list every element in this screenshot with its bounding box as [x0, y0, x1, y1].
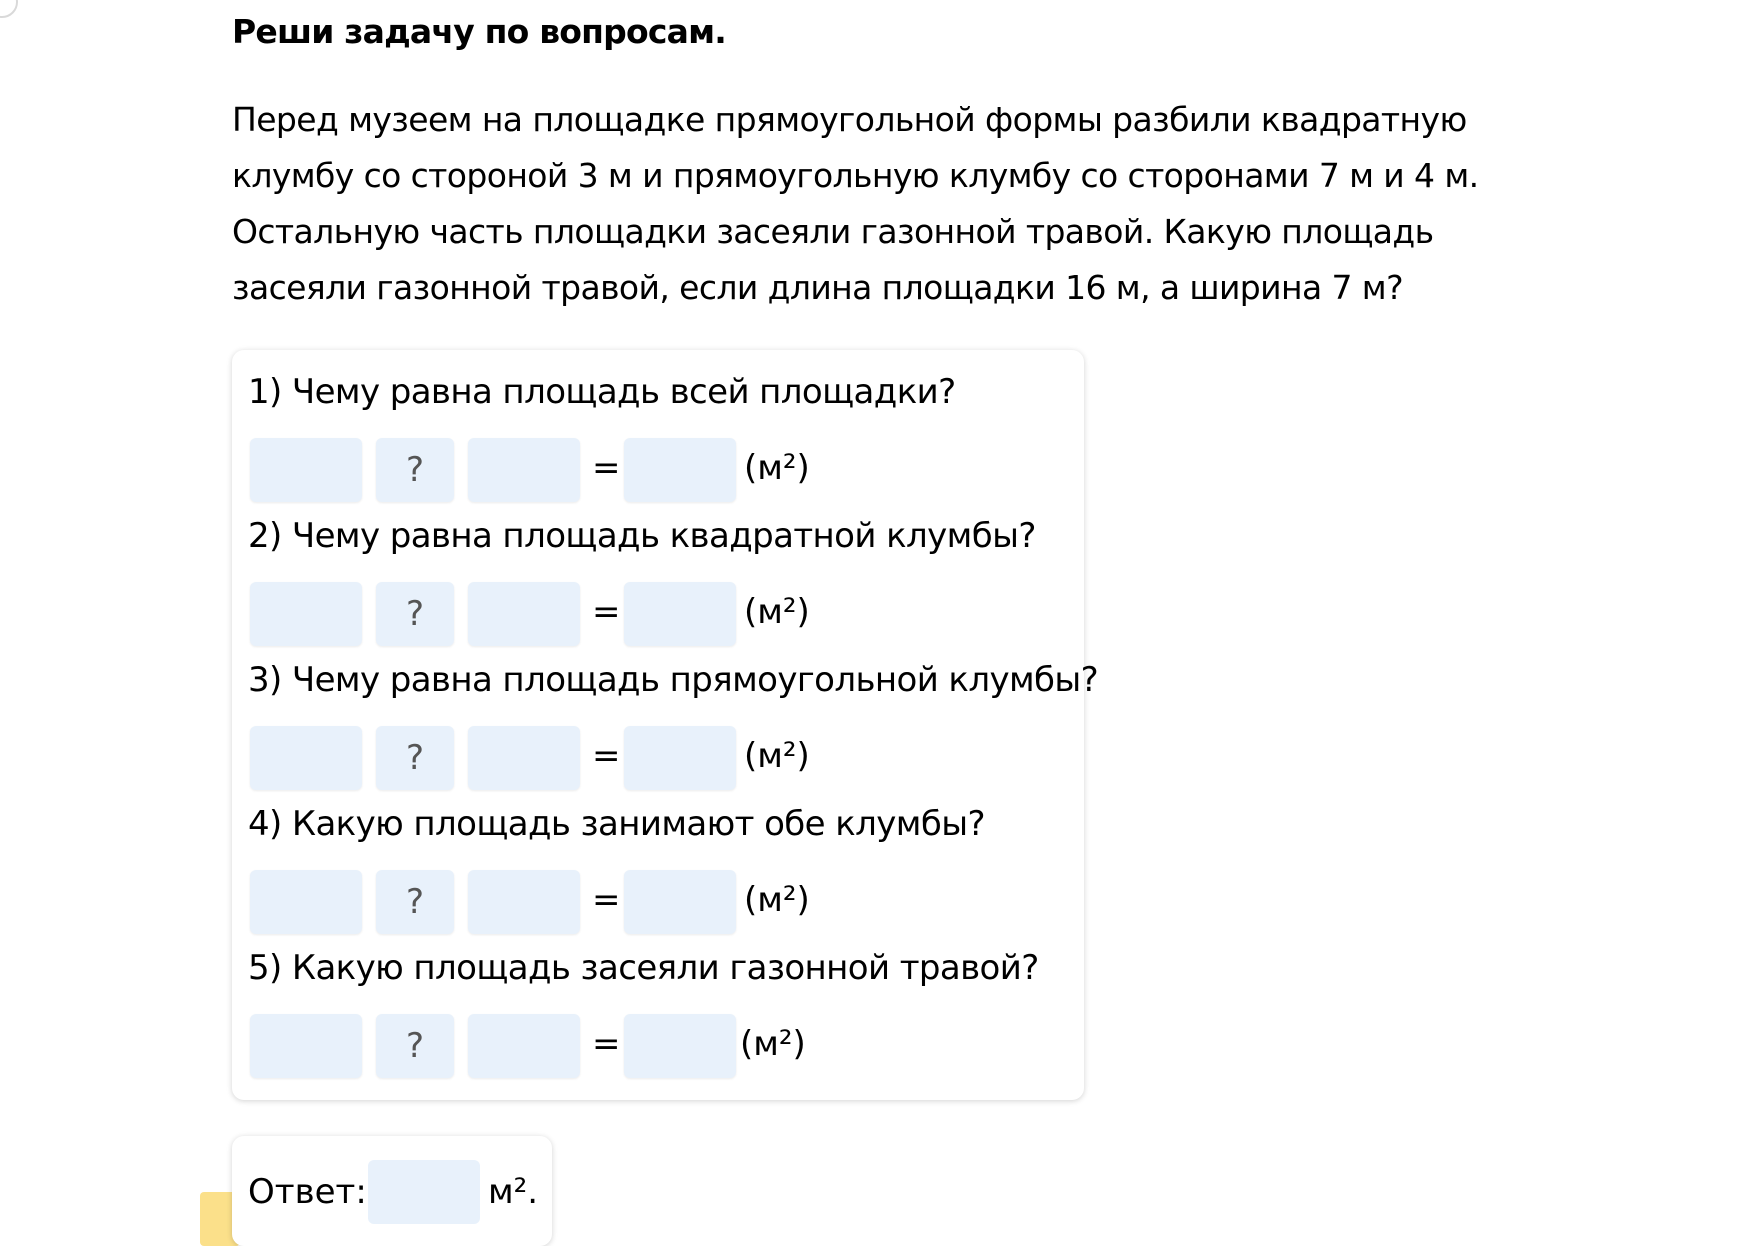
question-5-result-input[interactable] [624, 1014, 736, 1078]
question-2-unit: (м²) [744, 592, 810, 632]
question-4-operator-select[interactable]: ? [376, 870, 454, 934]
question-5-equals-sign: = [592, 1024, 621, 1064]
question-4-equals-sign: = [592, 880, 621, 920]
problem-text [232, 92, 1552, 316]
question-4-result-input[interactable] [624, 870, 736, 934]
question-3-label: 3) Чему равна площадь прямоугольной клумбы? [248, 660, 1099, 700]
question-4-label: 4) Какую площадь занимают обе клумбы? [248, 804, 985, 844]
question-5-operand-2-input[interactable] [468, 1014, 580, 1078]
question-1-operand-1-input[interactable] [250, 438, 362, 502]
question-4-operand-1-input[interactable] [250, 870, 362, 934]
question-2-result-input[interactable] [624, 582, 736, 646]
task-title: Реши задачу по вопросам. [232, 12, 726, 51]
answer-unit: м². [488, 1172, 539, 1212]
question-2-equals-sign: = [592, 592, 621, 632]
question-1-equals-sign: = [592, 448, 621, 488]
question-1-unit: (м²) [744, 448, 810, 488]
question-3-equals-sign: = [592, 736, 621, 776]
problem-line: Остальную часть площадки засеяли газонной травой. Какую площадь [232, 212, 1434, 251]
answer-input[interactable] [368, 1160, 480, 1224]
question-3-operand-1-input[interactable] [250, 726, 362, 790]
corner-decoration [0, 0, 18, 18]
problem-line: засеяли газонной травой, если длина площадки 16 м, а ширина 7 м? [232, 268, 1403, 307]
question-2-label: 2) Чему равна площадь квадратной клумбы? [248, 516, 1036, 556]
question-1-label: 1) Чему равна площадь всей площадки? [248, 372, 956, 412]
question-2-operand-1-input[interactable] [250, 582, 362, 646]
problem-line: клумбу со стороной 3 м и прямоугольную клумбу со сторонами 7 м и 4 м. [232, 156, 1479, 195]
answer-card [232, 1136, 552, 1246]
question-3-unit: (м²) [744, 736, 810, 776]
question-4-operand-2-input[interactable] [468, 870, 580, 934]
question-2-operator-select[interactable]: ? [376, 582, 454, 646]
question-4-unit: (м²) [744, 880, 810, 920]
question-3-operator-select[interactable]: ? [376, 726, 454, 790]
question-5-operand-1-input[interactable] [250, 1014, 362, 1078]
question-5-unit: (м²) [740, 1024, 806, 1064]
question-1-result-input[interactable] [624, 438, 736, 502]
answer-label: Ответ: [248, 1172, 367, 1212]
question-2-operand-2-input[interactable] [468, 582, 580, 646]
question-3-operand-2-input[interactable] [468, 726, 580, 790]
questions-card [232, 350, 1099, 1100]
question-1-operator-select[interactable]: ? [376, 438, 454, 502]
question-1-operand-2-input[interactable] [468, 438, 580, 502]
problem-line: Перед музеем на площадке прямоугольной формы разбили квадратную [232, 100, 1467, 139]
question-5-operator-select[interactable]: ? [376, 1014, 454, 1078]
question-3-result-input[interactable] [624, 726, 736, 790]
question-5-label: 5) Какую площадь засеяли газонной травой? [248, 948, 1039, 988]
